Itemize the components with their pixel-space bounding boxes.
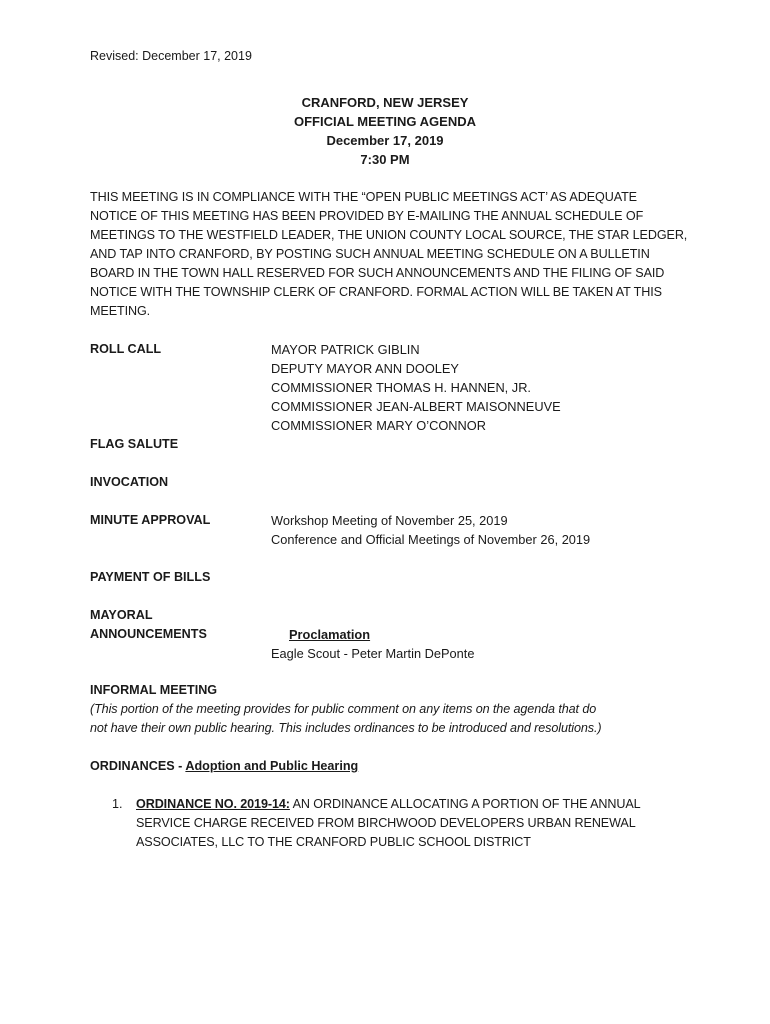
header-time: 7:30 PM: [360, 152, 410, 167]
header-title: OFFICIAL MEETING AGENDA: [294, 114, 476, 129]
ordinances-heading: [90, 757, 358, 776]
agenda-header: [0, 93, 770, 169]
notice-line: AND TAP INTO CRANFORD, BY POSTING SUCH ANNUAL MEETING SCHEDULE ON A BULLETIN: [90, 247, 650, 261]
ordinance-line: ASSOCIATES, LLC TO THE CRANFORD PUBLIC SCHOOL DISTRICT: [136, 835, 531, 849]
proclamation-heading: Proclamation: [289, 627, 371, 642]
roll-call-label: ROLL CALL: [90, 342, 162, 356]
member-name: COMMISSIONER MARY O’CONNOR: [271, 418, 486, 433]
ordinance-text: [136, 795, 696, 852]
header-date: December 17, 2019: [326, 133, 444, 148]
informal-meeting-title: INFORMAL MEETING: [90, 683, 218, 697]
flag-salute-label: FLAG SALUTE: [90, 437, 179, 451]
invocation-label: INVOCATION: [90, 475, 169, 489]
informal-meeting-section: [90, 681, 690, 738]
minute-item: Workshop Meeting of November 25, 2019: [271, 513, 508, 528]
ordinance-number: 1.: [112, 797, 123, 811]
ordinance-line: SERVICE CHARGE RECEIVED FROM BIRCHWOOD DEVELOPERS URBAN RENEWAL: [136, 816, 636, 830]
member-name: COMMISSIONER JEAN-ALBERT MAISONNEUVE: [271, 399, 561, 414]
notice-line: MEETING.: [90, 304, 151, 318]
member-name: DEPUTY MAYOR ANN DOOLEY: [271, 361, 459, 376]
minute-approval-items: [271, 511, 590, 549]
revised-date: Revised: December 17, 2019: [90, 49, 252, 63]
header-town: CRANFORD, NEW JERSEY: [301, 95, 469, 110]
roll-call-members: [271, 340, 561, 435]
ordinances-prefix: ORDINANCES -: [90, 759, 186, 773]
mayoral-label: MAYORAL: [90, 608, 153, 622]
notice-line: THIS MEETING IS IN COMPLIANCE WITH THE “OPEN PUBLIC MEETINGS ACT’ AS ADEQUATE: [90, 190, 637, 204]
informal-meeting-desc: (This portion of the meeting provides for public comment on any items on the agenda that do: [90, 702, 597, 716]
notice-line: NOTICE OF THIS MEETING HAS BEEN PROVIDED BY E-MAILING THE ANNUAL SCHEDULE OF: [90, 209, 644, 223]
payment-of-bills-label: PAYMENT OF BILLS: [90, 570, 211, 584]
announcements-label: ANNOUNCEMENTS: [90, 627, 207, 641]
minute-item: Conference and Official Meetings of November 26, 2019: [271, 532, 591, 547]
proclamation-item: Eagle Scout - Peter Martin DePonte: [271, 646, 475, 661]
member-name: MAYOR PATRICK GIBLIN: [271, 342, 420, 357]
minute-approval-label: MINUTE APPROVAL: [90, 513, 211, 527]
open-meetings-notice: [90, 188, 690, 321]
informal-meeting-desc: not have their own public hearing. This includes ordinances to be introduced and resolutions.): [90, 721, 602, 735]
ordinances-subheading: Adoption and Public Hearing: [185, 759, 359, 773]
ordinance-no: ORDINANCE NO. 2019-14:: [136, 797, 290, 811]
member-name: COMMISSIONER THOMAS H. HANNEN, JR.: [271, 380, 531, 395]
notice-line: MEETINGS TO THE WESTFIELD LEADER, THE UNION COUNTY LOCAL SOURCE, THE STAR LEDGER,: [90, 228, 688, 242]
notice-line: BOARD IN THE TOWN HALL RESERVED FOR SUCH ANNOUNCEMENTS AND THE FILING OF SAID: [90, 266, 665, 280]
notice-line: NOTICE WITH THE TOWNSHIP CLERK OF CRANFORD. FORMAL ACTION WILL BE TAKEN AT THIS: [90, 285, 662, 299]
mayoral-items: [271, 625, 474, 663]
ordinance-line: AN ORDINANCE ALLOCATING A PORTION OF THE ANNUAL: [289, 797, 641, 811]
